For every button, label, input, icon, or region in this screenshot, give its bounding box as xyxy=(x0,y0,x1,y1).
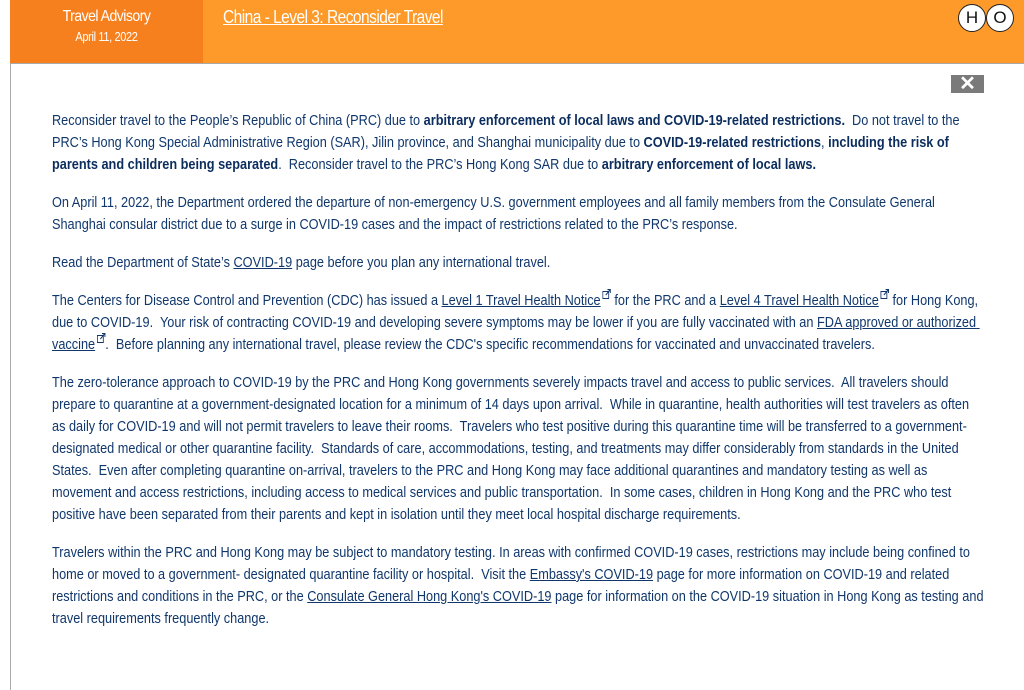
advisory-markers xyxy=(958,4,1014,32)
advisory-panel xyxy=(10,64,1024,690)
advisory-content xyxy=(52,110,988,646)
marker-o-icon[interactable]: O xyxy=(986,4,1014,32)
level-1-health-notice-link[interactable]: Level 1 Travel Health Notice xyxy=(441,292,601,309)
consulate-hong-kong-covid-link[interactable]: Consulate General Hong Kong's COVID-19 xyxy=(307,588,552,605)
paragraph-testing xyxy=(52,542,988,630)
bold-text: including the risk of parents and children being separated xyxy=(52,134,949,173)
advisory-title-link[interactable]: China - Level 3: Reconsider Travel xyxy=(223,7,443,27)
text: page for information on the COVID-19 situation in Hong Kong as testing and travel requirements frequently change. xyxy=(52,588,988,627)
text: page before you plan any international travel. xyxy=(292,254,551,271)
text: page for more information on COVID-19 and related restrictions and conditions in the PRC, or the xyxy=(52,566,953,605)
level-4-health-notice-link[interactable]: Level 4 Travel Health Notice xyxy=(719,292,879,309)
text: for the PRC and a xyxy=(610,292,720,309)
paragraph-covid-page xyxy=(52,252,985,274)
paragraph-departure: On April 11, 2022, the Department ordered the departure of non-emergency U.S. government employees and all family members from the Consulate General Shanghai consular district due to a surge in COVID-19 cases and the impact of restrictions related to the PRC’s response. xyxy=(52,194,935,233)
bold-text: arbitrary enforcement of local laws and COVID-19-related restrictions. xyxy=(423,112,845,129)
text: Do not travel to the PRC’s Hong Kong Special Administrative Region (SAR), Jilin province, and Shanghai municipality due to xyxy=(52,112,964,151)
text: Reconsider travel to the People’s Republic of China (PRC) due to xyxy=(52,112,424,129)
fda-vaccine-link[interactable]: FDA approved or authorized vaccine xyxy=(52,314,980,353)
bold-text: COVID-19-related restrictions xyxy=(643,134,821,151)
embassy-covid-link[interactable]: Embassy's COVID-19 xyxy=(529,566,654,583)
advisory-banner xyxy=(10,0,1024,64)
external-link-icon xyxy=(602,289,610,299)
text: . Before planning any international travel, please review the CDC's specific recommendations for vaccinated and unvaccinated travelers. xyxy=(105,336,875,353)
external-link-icon xyxy=(97,333,105,343)
bold-text: arbitrary enforcement of local laws. xyxy=(601,156,816,173)
advisory-badge xyxy=(10,0,203,63)
text: for Hong Kong, due to COVID-19. Your risk of contracting COVID-19 and developing severe symptoms may be lower if you are fully vaccinated with an xyxy=(52,292,982,331)
covid-19-link[interactable]: COVID-19 xyxy=(233,254,293,271)
close-icon: ✕ xyxy=(959,73,976,95)
paragraph-zero-tolerance: The zero-tolerance approach to COVID-19 by the PRC and Hong Kong governments severely impacts travel and access to public services. All travelers should prepare to quarantine at a government-designated location for a minimum of 14 days upon arrival. While in quarantine, health authorities will test travelers as often as daily for COVID-19 and will not permit travelers to leave their rooms. Travelers who test positive during this quarantine time will be transferred to a government-designated medical or other quarantine facility. Standards of care, accommodations, testing, and treatments may differ considerably from standards in the United States. Even after completing quarantine on-arrival, travelers to the PRC and Hong Kong may face additional quarantines and mandatory testing as well as movement and access restrictions, including access to medical services and public transportation. In some cases, children in Hong Kong and the PRC who test positive have been separated from their parents and kept in isolation until they meet local hospital discharge requirements. xyxy=(52,374,973,523)
paragraph-summary xyxy=(52,110,985,176)
paragraph-cdc xyxy=(52,290,985,356)
marker-h-icon[interactable]: H xyxy=(958,4,986,32)
text: Travelers within the PRC and Hong Kong may be subject to mandatory testing. In areas with confirmed COVID-19 cases, restrictions may include being confined to home or moved to a government- designated quarantine facility or hospital. Visit the xyxy=(52,544,974,583)
text: Read the Department of State’s xyxy=(52,254,234,271)
text: The Centers for Disease Control and Prevention (CDC) has issued a xyxy=(52,292,442,309)
close-button[interactable] xyxy=(951,75,984,93)
external-link-icon xyxy=(880,289,888,299)
text: , xyxy=(820,134,829,151)
badge-date: April 11, 2022 xyxy=(75,30,138,44)
text: . Reconsider travel to the PRC’s Hong Kong SAR due to xyxy=(278,156,602,173)
badge-title: Travel Advisory xyxy=(62,8,151,25)
